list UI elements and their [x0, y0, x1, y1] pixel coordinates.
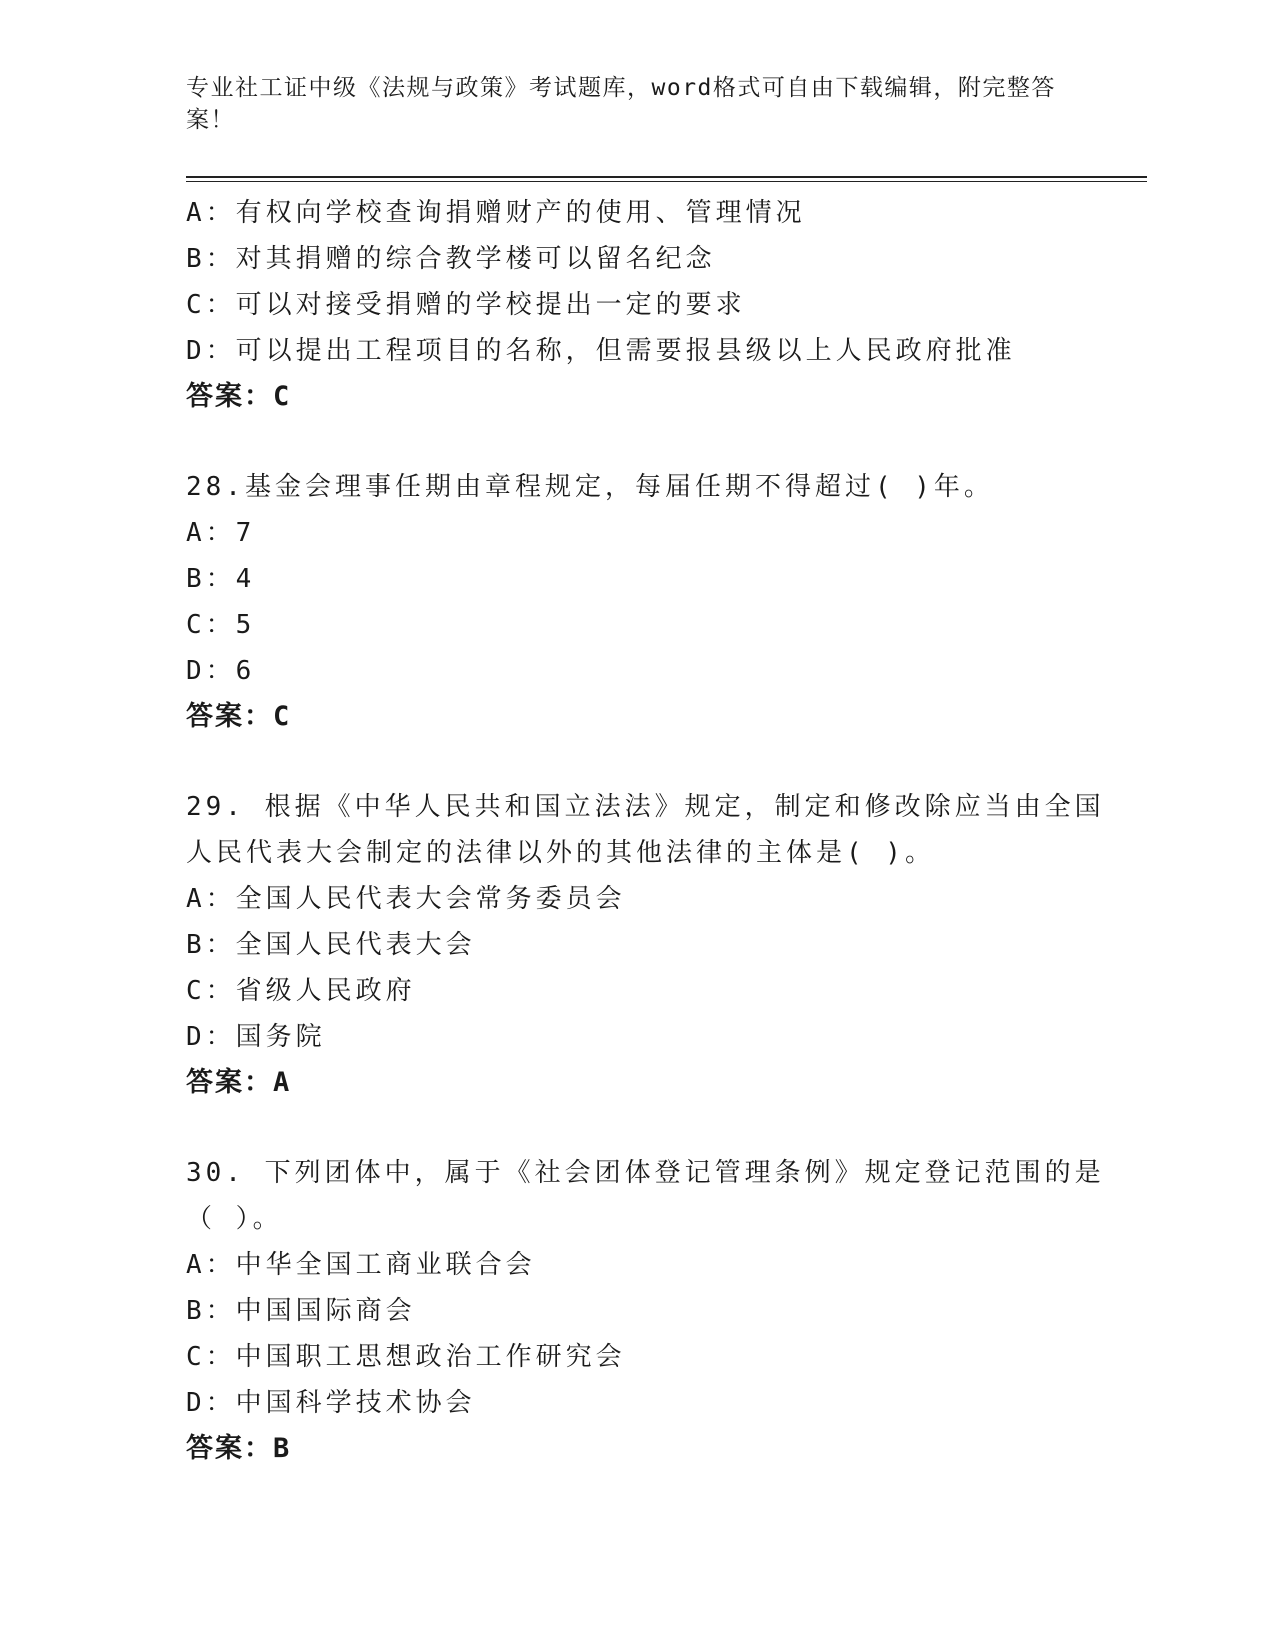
answer-option: C：中国职工思想政治工作研究会	[186, 1342, 626, 1372]
question-text: 30. 下列团体中，属于《社会团体登记管理条例》规定登记范围的是	[186, 1158, 1105, 1188]
answer-option: A：全国人民代表大会常务委员会	[186, 884, 626, 914]
question-block	[186, 784, 1105, 1106]
question-spacer	[186, 1106, 1086, 1150]
header-divider-thin	[186, 181, 1147, 182]
question-spacer	[186, 740, 1086, 784]
answer-option: D：6	[186, 656, 256, 686]
document-header: 专业社工证中级《法规与政策》考试题库，word格式可自由下载编辑，附完整答案！	[186, 75, 1056, 133]
answer-option: D：国务院	[186, 1022, 326, 1052]
question-text: 人民代表大会制定的法律以外的其他法律的主体是( )。	[186, 838, 935, 868]
answer-key: 答案：C	[186, 701, 292, 732]
answer-option: B：对其捐赠的综合教学楼可以留名纪念	[186, 244, 716, 274]
answer-option: A：中华全国工商业联合会	[186, 1250, 536, 1280]
question-text: 29. 根据《中华人民共和国立法法》规定，制定和修改除应当由全国	[186, 792, 1105, 822]
question-text: 28.基金会理事任期由章程规定，每届任期不得超过( )年。	[186, 472, 994, 502]
answer-option: A：有权向学校查询捐赠财产的使用、管理情况	[186, 198, 806, 228]
answer-key: 答案：A	[186, 1067, 292, 1098]
answer-option: B：4	[186, 564, 256, 594]
answer-option: A：7	[186, 518, 256, 548]
answer-key: 答案：C	[186, 381, 292, 412]
question-list	[186, 190, 1105, 1472]
answer-option: B：全国人民代表大会	[186, 930, 476, 960]
answer-option: C：5	[186, 610, 256, 640]
answer-option: D：可以提出工程项目的名称，但需要报县级以上人民政府批准	[186, 336, 1016, 366]
answer-option: D：中国科学技术协会	[186, 1388, 476, 1418]
answer-option: B：中国国际商会	[186, 1296, 416, 1326]
question-block	[186, 464, 1086, 740]
answer-option: C：省级人民政府	[186, 976, 416, 1006]
answer-option: C：可以对接受捐赠的学校提出一定的要求	[186, 290, 746, 320]
question-text: （ ）。	[186, 1204, 283, 1234]
question-spacer	[186, 420, 1086, 464]
question-block	[186, 1150, 1105, 1472]
header-divider-thick	[186, 176, 1147, 178]
question-block	[186, 190, 1086, 420]
answer-key: 答案：B	[186, 1433, 292, 1464]
